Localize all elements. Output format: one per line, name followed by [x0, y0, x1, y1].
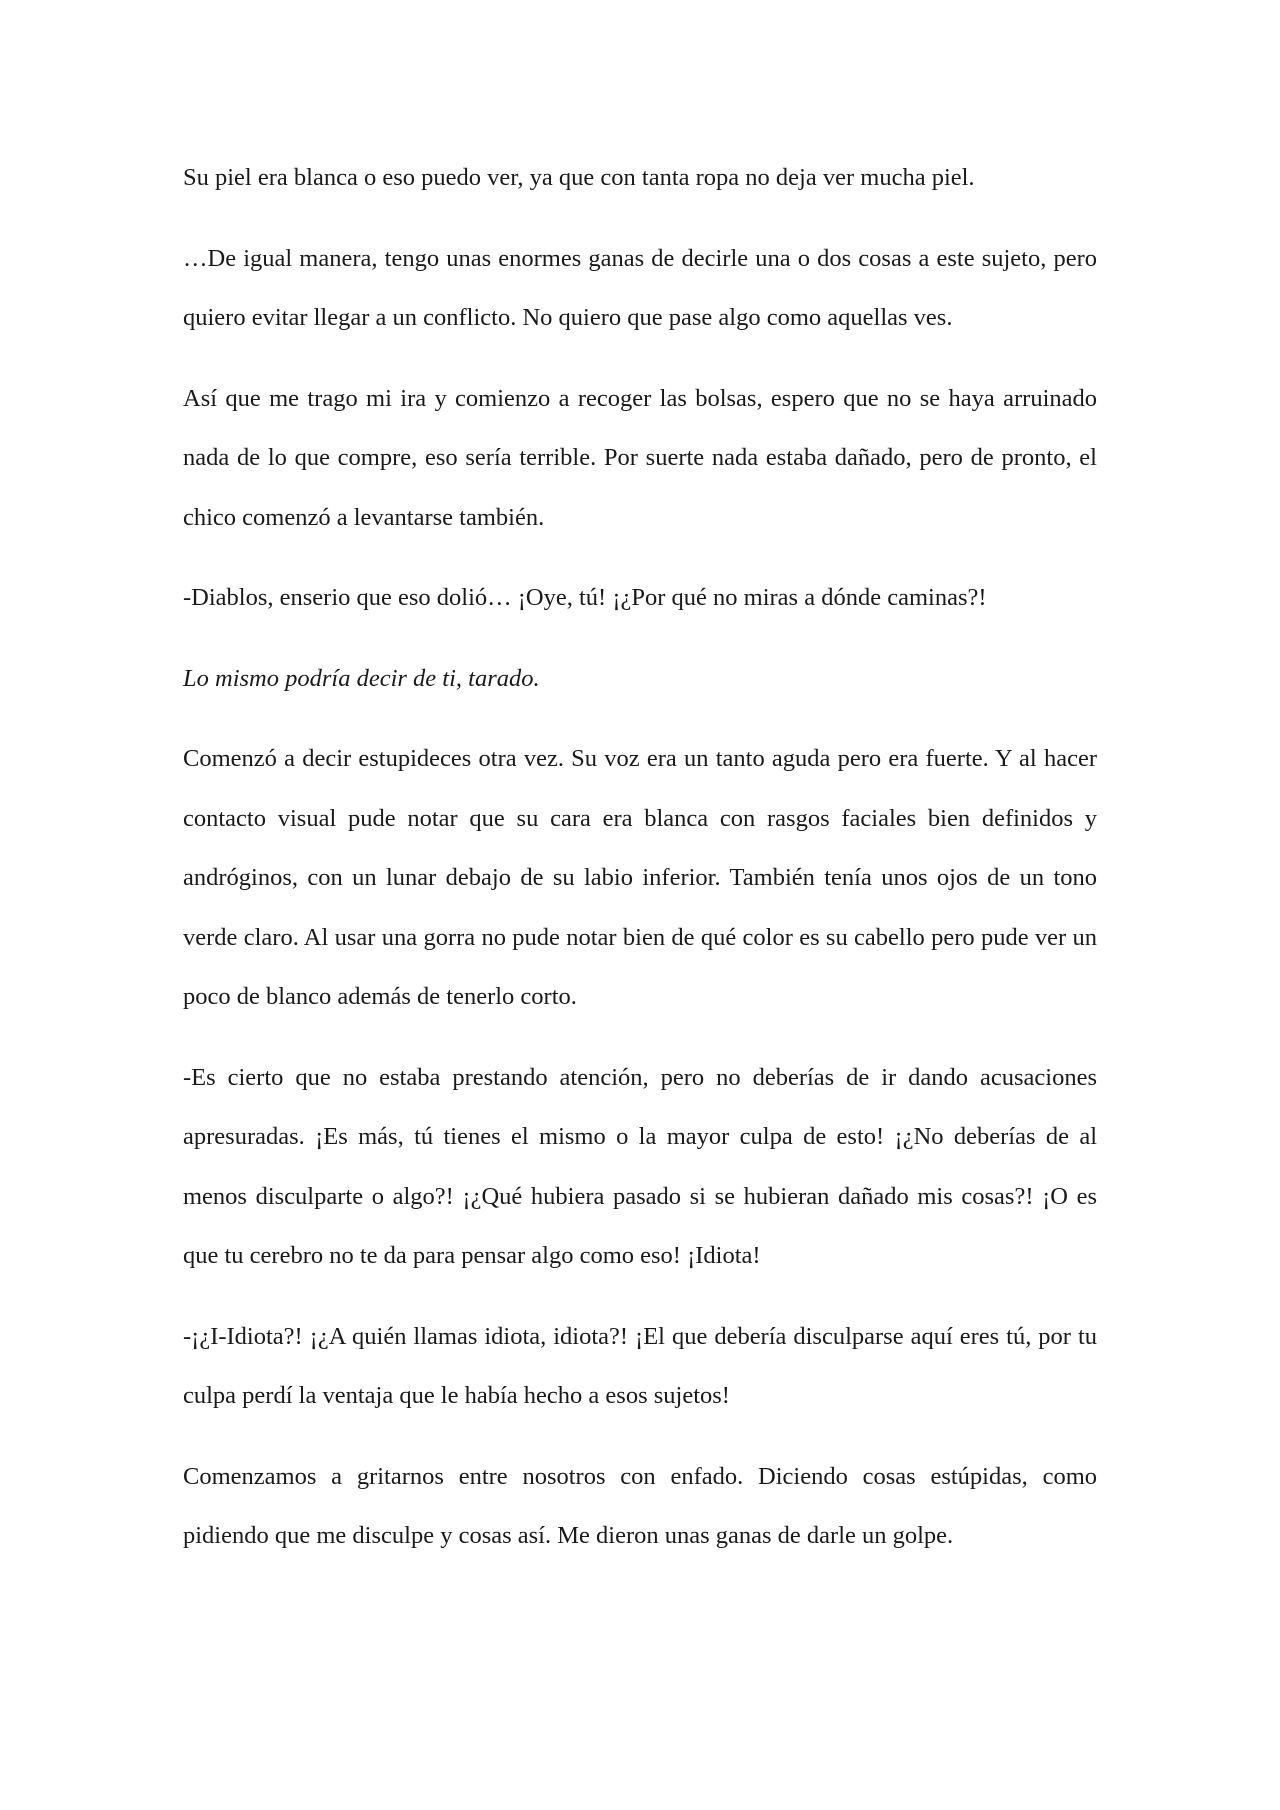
paragraph: -Es cierto que no estaba prestando atención, pero no deberías de ir dando acusaciones apresuradas. ¡Es más, tú tienes el mismo o la mayor culpa de esto! ¡¿No deberías de al menos disculparte o algo?! ¡¿Qué hubiera pasado si se hubieran dañado mis cosas?! ¡O es que tu cerebro no te da para pensar algo como eso! ¡Idiota! [183, 1063, 1097, 1269]
paragraph: Comenzó a decir estupideces otra vez. Su voz era un tanto aguda pero era fuerte. Y al hacer contacto visual pude notar que su cara era blanca con rasgos faciales bien definidos y andróginos, con un lunar debajo de su labio inferior. También tenía unos ojos de un tono verde claro. Al usar una gorra no pude notar bien de qué color es su cabello pero pude ver un poco de blanco además de tenerlo corto. [183, 745, 1097, 1010]
paragraph: Comenzamos a gritarnos entre nosotros con enfado. Diciendo cosas estúpidas, como pidiendo que me disculpe y cosas así. Me dieron unas ganas de darle un golpe. [183, 1462, 1097, 1549]
paragraph: -Diablos, enserio que eso dolió… ¡Oye, tú! ¡¿Por qué no miras a dónde caminas?! [183, 584, 987, 611]
paragraph: …De igual manera, tengo unas enormes ganas de decirle una o dos cosas a este sujeto, pero quiero evitar llegar a un conflicto. No quiero que pase algo como aquellas ves. [183, 244, 1097, 331]
paragraph: Su piel era blanca o eso puedo ver, ya que con tanta ropa no deja ver mucha piel. [183, 164, 975, 191]
paragraph: -¡¿I-Idiota?! ¡¿A quién llamas idiota, idiota?! ¡El que debería disculparse aquí eres tú, por tu culpa perdí la ventaja que le había hecho a esos sujetos! [183, 1322, 1097, 1409]
italic-paragraph: Lo mismo podría decir de ti, tarado. [183, 664, 540, 692]
document-page [183, 148, 1097, 1587]
paragraph: Así que me trago mi ira y comienzo a recoger las bolsas, espero que no se haya arruinado nada de lo que compre, eso sería terrible. Por suerte nada estaba dañado, pero de pronto, el chico comenzó a levantarse también. [183, 384, 1097, 531]
